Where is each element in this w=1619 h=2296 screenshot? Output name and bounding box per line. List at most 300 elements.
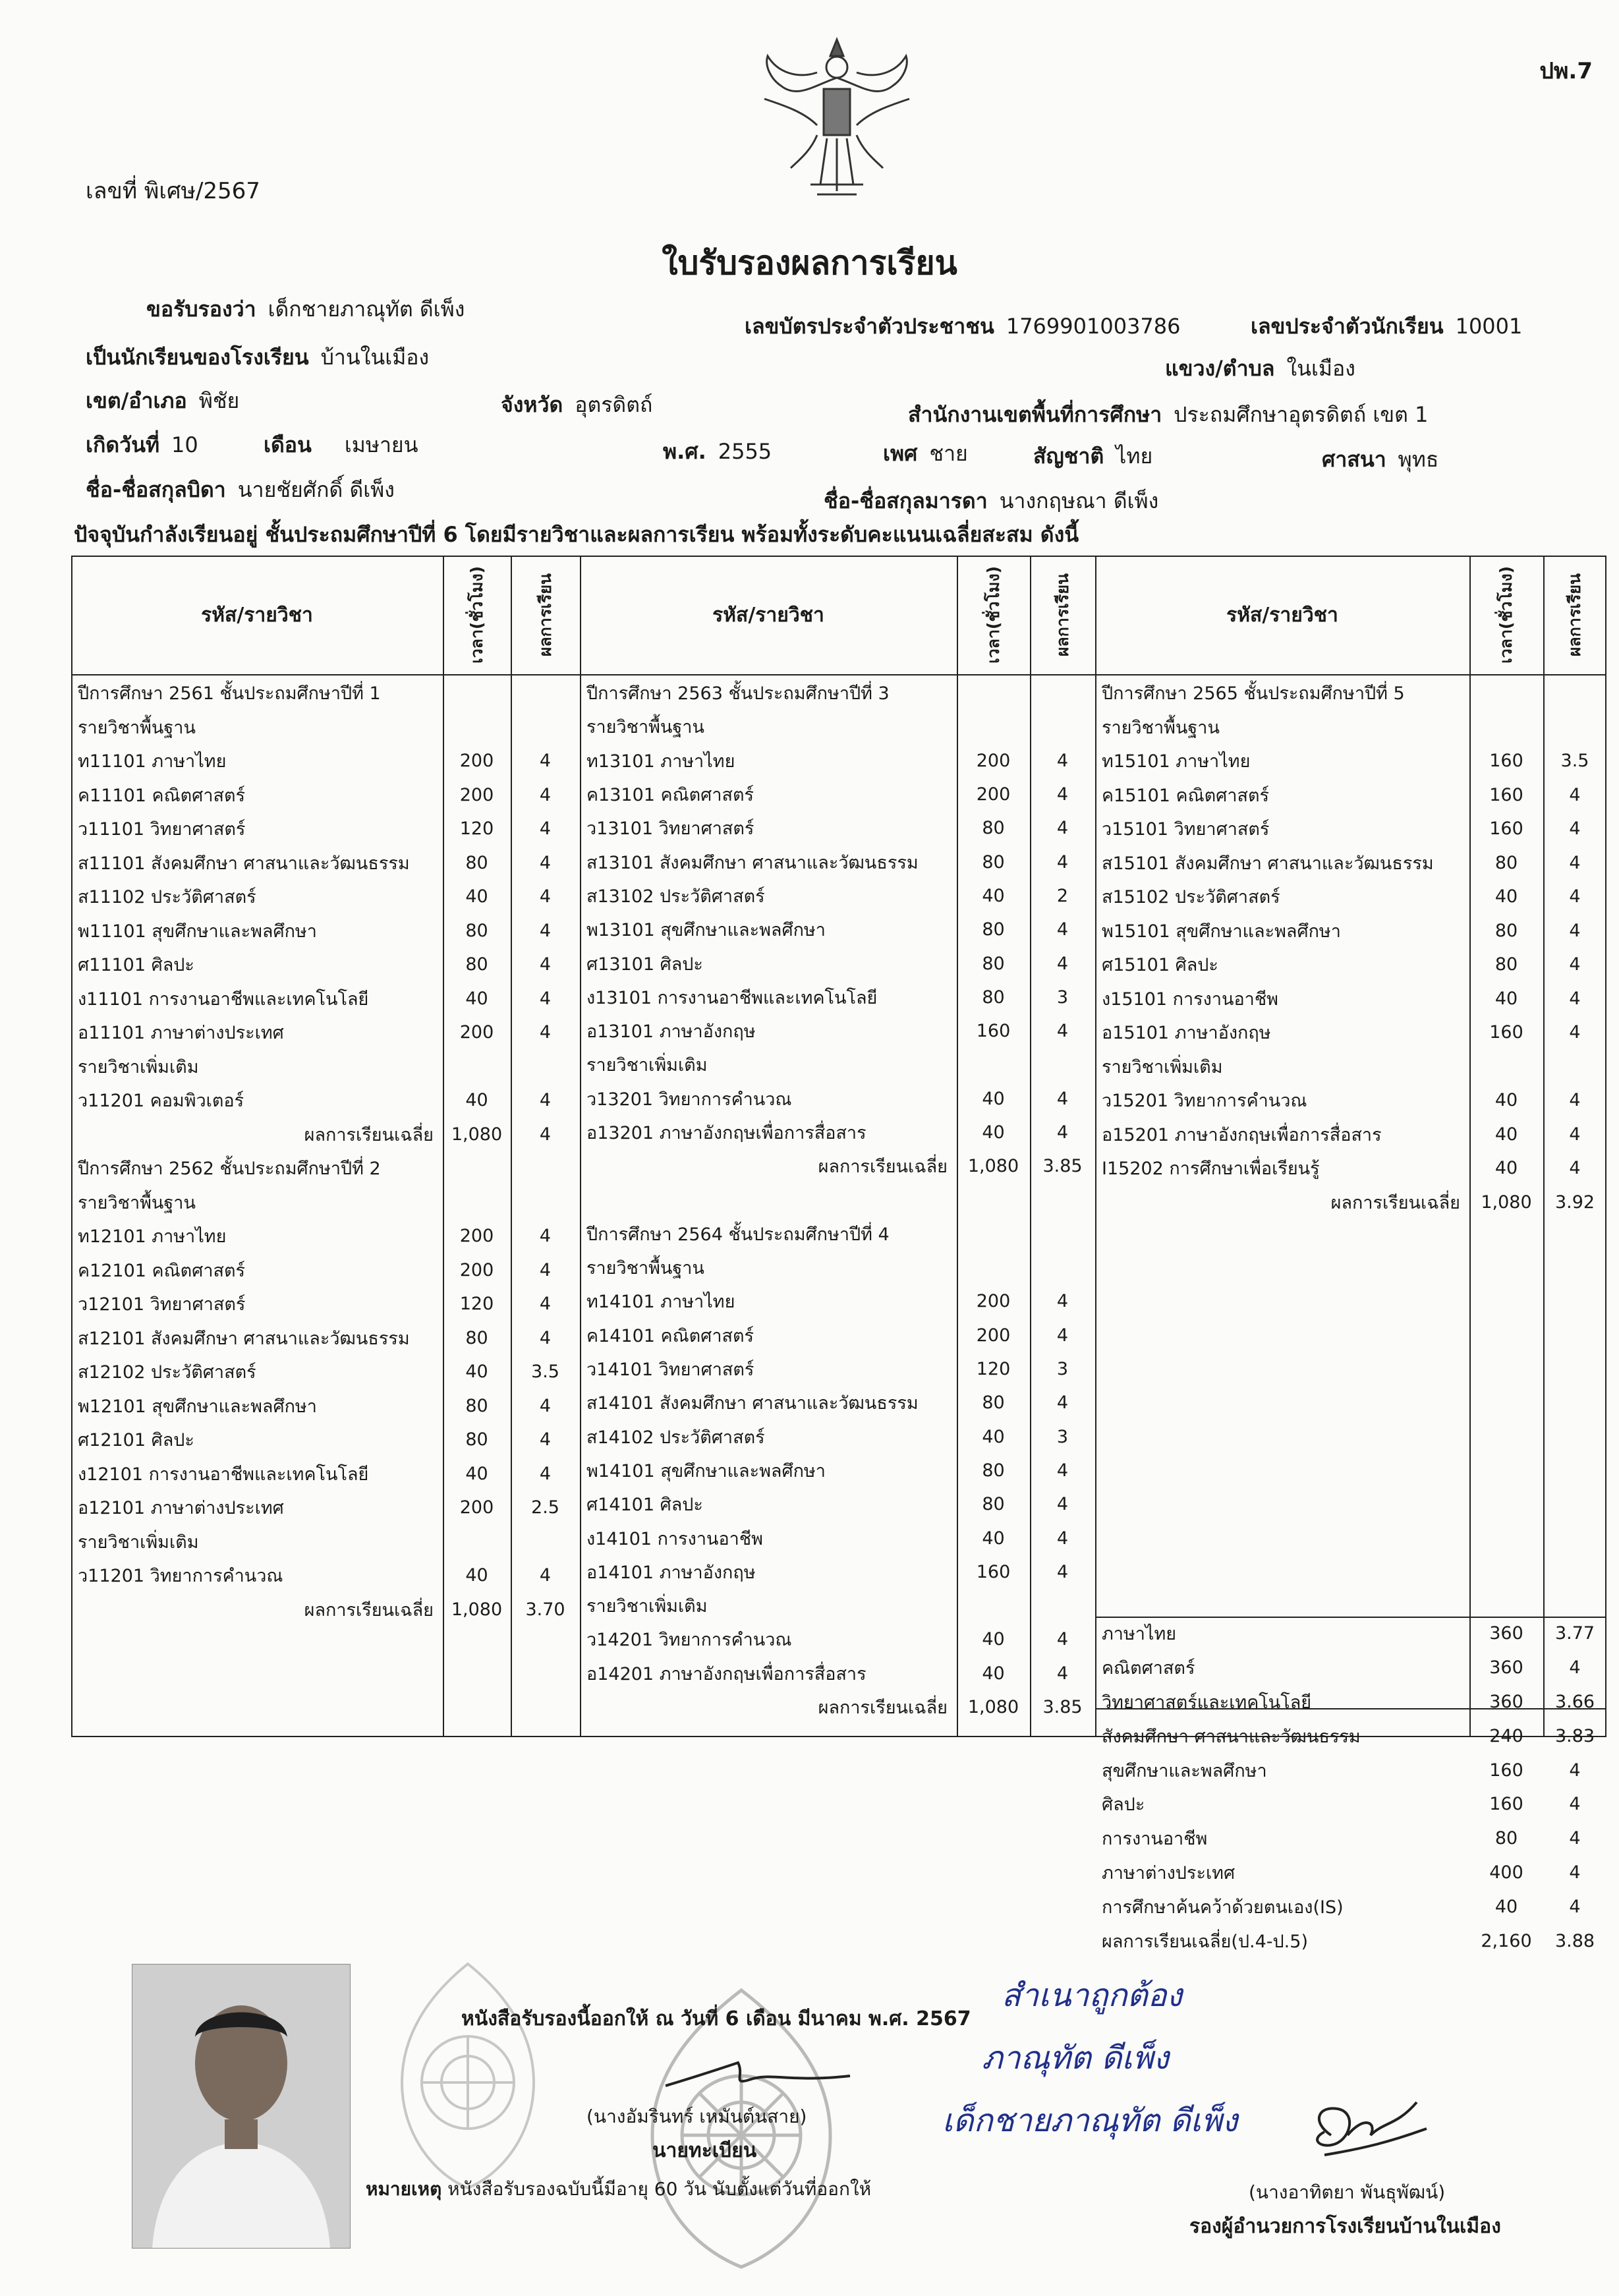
table-row bbox=[71, 744, 580, 778]
hours-cell: 40 bbox=[1494, 1896, 1518, 1917]
grade-cell: 4 bbox=[539, 1022, 552, 1043]
grade-cell: 4 bbox=[539, 886, 552, 907]
average-row bbox=[71, 1593, 580, 1627]
average-row bbox=[71, 1118, 580, 1152]
table-row bbox=[580, 1284, 1095, 1318]
table-row bbox=[580, 778, 1095, 811]
hours-cell: 360 bbox=[1489, 1657, 1523, 1679]
document-number: เลขที่ พิเศษ/2567 bbox=[86, 178, 260, 204]
table-row bbox=[580, 1014, 1095, 1048]
school-seal-watermark-icon bbox=[369, 1951, 567, 2201]
hours-cell: 80 bbox=[982, 818, 1005, 839]
subject-cell: ส15102 ประวัติศาสตร์ bbox=[1102, 887, 1280, 908]
subject-cell: พ11101 สุขศึกษาและพลศึกษา bbox=[78, 921, 317, 942]
province-line: จังหวัด อุตรดิตถ์ bbox=[501, 392, 653, 417]
table-row bbox=[71, 1287, 580, 1321]
table-row bbox=[580, 1251, 1095, 1284]
table-row bbox=[580, 1082, 1095, 1116]
grade-cell: 4 bbox=[539, 920, 552, 941]
subject-cell: ส14101 สังคมศึกษา ศาสนาและวัฒนธรรม bbox=[586, 1393, 919, 1414]
grade-cell: 4 bbox=[1056, 851, 1069, 873]
hours-cell: 200 bbox=[459, 1259, 494, 1280]
table-row bbox=[580, 1217, 1095, 1251]
grade-cell: 4 bbox=[1056, 1494, 1069, 1515]
table-row bbox=[580, 1521, 1095, 1555]
hours-cell: 200 bbox=[459, 1226, 494, 1247]
grade-cell: 4 bbox=[1056, 784, 1069, 805]
subject-group-cell: คณิตศาสตร์ bbox=[1102, 1658, 1195, 1679]
subject-cell: รายวิชาเพิ่มเติม bbox=[78, 1056, 199, 1077]
hours-cell: 40 bbox=[465, 1565, 488, 1586]
table-row bbox=[71, 1457, 580, 1491]
hours-cell: 40 bbox=[1494, 1090, 1518, 1111]
grade-cell: 3.66 bbox=[1554, 1691, 1595, 1712]
grade-cell: 3.70 bbox=[525, 1599, 565, 1620]
table-row bbox=[1095, 812, 1606, 846]
grade-cell: 3 bbox=[1056, 1426, 1069, 1447]
religion-line: ศาสนา พุทธ bbox=[1322, 447, 1439, 472]
header-grade-1: ผลการเรียน bbox=[535, 573, 555, 657]
subject-cell: รายวิชาพื้นฐาน bbox=[78, 1192, 196, 1213]
summary-row bbox=[1095, 1685, 1606, 1719]
grade-cell: 4 bbox=[1569, 1896, 1581, 1917]
subject-cell: ศ13101 ศิลปะ bbox=[586, 954, 703, 975]
table-row bbox=[71, 1253, 580, 1288]
summary-row bbox=[1095, 1787, 1606, 1822]
hours-cell: 80 bbox=[982, 1392, 1005, 1414]
subject-cell: ศ14101 ศิลปะ bbox=[586, 1495, 703, 1516]
hours-cell: 160 bbox=[1489, 818, 1523, 840]
grades-column-1 bbox=[71, 676, 580, 1626]
subject-cell: อ15101 ภาษาอังกฤษ bbox=[1102, 1023, 1271, 1044]
table-row bbox=[1095, 778, 1606, 813]
subject-cell: ท14101 ภาษาไทย bbox=[586, 1292, 735, 1313]
table-row bbox=[71, 1151, 580, 1186]
subject-cell: ท13101 ภาษาไทย bbox=[586, 751, 735, 772]
table-row bbox=[71, 1559, 580, 1593]
subject-cell: ค15101 คณิตศาสตร์ bbox=[1102, 785, 1269, 806]
hours-cell: 80 bbox=[465, 1327, 488, 1348]
subject-cell: รายวิชาเพิ่มเติม bbox=[1102, 1056, 1223, 1077]
id-line: เลขบัตรประจำตัวประชาชน 1769901003786 bbox=[745, 314, 1181, 339]
subject-cell: ว12101 วิทยาศาสตร์ bbox=[78, 1294, 246, 1315]
subject-cell: ผลการเรียนเฉลี่ย bbox=[818, 1698, 948, 1719]
subject-cell: รายวิชาเพิ่มเติม bbox=[586, 1596, 708, 1617]
subject-cell: ศ15101 ศิลปะ bbox=[1102, 955, 1218, 976]
table-row bbox=[580, 1183, 1095, 1217]
table-row bbox=[71, 1355, 580, 1389]
header-hours-1: เวลา(ชั่วโมง) bbox=[467, 566, 486, 664]
hours-cell: 40 bbox=[1494, 1124, 1518, 1145]
grade-cell: 4 bbox=[1056, 1629, 1069, 1650]
hours-cell: 80 bbox=[1494, 1828, 1518, 1849]
table-row bbox=[71, 880, 580, 914]
subject-cell: ว14201 วิทยาการคำนวณ bbox=[586, 1630, 792, 1651]
remark: หมายเหตุ หนังสือรับรองฉบับนี้มีอายุ 60 วัน นับตั้งแต่วันที่ออกให้ bbox=[366, 2178, 872, 2200]
student-name: เด็กชายภาณุทัต ดีเพ็ง bbox=[268, 297, 465, 322]
hours-cell: 120 bbox=[459, 1294, 494, 1315]
subject-cell: พ13101 สุขศึกษาและพลศึกษา bbox=[586, 920, 826, 941]
grades-column-2 bbox=[580, 676, 1095, 1724]
subject-cell: รายวิชาพื้นฐาน bbox=[586, 1258, 704, 1279]
grade-cell: 3.92 bbox=[1554, 1191, 1595, 1213]
hours-cell: 40 bbox=[465, 1463, 488, 1484]
table-row bbox=[71, 1219, 580, 1253]
table-row bbox=[71, 948, 580, 982]
hours-cell: 80 bbox=[465, 1395, 488, 1416]
hours-cell: 120 bbox=[976, 1359, 1011, 1380]
table-row bbox=[71, 1186, 580, 1220]
grade-cell: 4 bbox=[1056, 919, 1069, 940]
grade-cell: 4 bbox=[1056, 1460, 1069, 1481]
subject-cell: ง11101 การงานอาชีพและเทคโนโลยี bbox=[78, 989, 369, 1010]
hours-cell: 160 bbox=[1489, 1794, 1523, 1815]
grade-cell: 4 bbox=[539, 1294, 552, 1315]
subject-cell: ง14101 การงานอาชีพ bbox=[586, 1528, 763, 1549]
hours-cell: 80 bbox=[1494, 920, 1518, 941]
subject-cell: ท12101 ภาษาไทย bbox=[78, 1226, 227, 1248]
grade-cell: 3.85 bbox=[1042, 1697, 1083, 1718]
subject-cell: ปีการศึกษา 2564 ชั้นประถมศึกษาปีที่ 4 bbox=[586, 1224, 890, 1245]
subject-group-cell: ภาษาต่างประเทศ bbox=[1102, 1862, 1236, 1883]
registrar-title: นายทะเบียน bbox=[652, 2139, 757, 2162]
table-row bbox=[71, 710, 580, 745]
grades-column-3 bbox=[1095, 676, 1606, 1219]
table-row bbox=[71, 1423, 580, 1457]
subject-cell: อ11101 ภาษาต่างประเทศ bbox=[78, 1023, 284, 1044]
grade-cell: 4 bbox=[1569, 1158, 1581, 1179]
hours-cell: 200 bbox=[459, 1497, 494, 1518]
hours-cell: 1,080 bbox=[967, 1697, 1019, 1718]
grade-cell: 4 bbox=[1569, 886, 1581, 907]
header-grade-3: ผลการเรียน bbox=[1565, 573, 1584, 657]
grade-cell: 4 bbox=[539, 818, 552, 840]
subject-cell: ว11201 คอมพิวเตอร์ bbox=[78, 1091, 244, 1112]
table-row bbox=[580, 1386, 1095, 1420]
grade-cell: 4 bbox=[1056, 1021, 1069, 1042]
hours-cell: 40 bbox=[1494, 1158, 1518, 1179]
subject-cell: รายวิชาเพิ่มเติม bbox=[586, 1055, 708, 1076]
table-row bbox=[71, 1389, 580, 1423]
grade-cell: 4 bbox=[1056, 750, 1069, 771]
grade-cell: 4 bbox=[1056, 1088, 1069, 1109]
grade-cell: 2 bbox=[1056, 885, 1069, 906]
hours-cell: 40 bbox=[465, 1362, 488, 1383]
average-row bbox=[580, 1149, 1095, 1183]
subject-cell: ท15101 ภาษาไทย bbox=[1102, 751, 1251, 772]
header-subject-1: รหัส/รายวิชา bbox=[201, 603, 313, 627]
subject-cell: พ12101 สุขศึกษาและพลศึกษา bbox=[78, 1396, 317, 1417]
hours-cell: 160 bbox=[976, 1021, 1011, 1042]
subject-cell: รายวิชาพื้นฐาน bbox=[586, 717, 704, 738]
grade-cell: 4 bbox=[539, 1565, 552, 1586]
subject-cell: พ14101 สุขศึกษาและพลศึกษา bbox=[586, 1460, 826, 1481]
subject-cell: อ12101 ภาษาต่างประเทศ bbox=[78, 1498, 284, 1519]
grade-cell: 4 bbox=[539, 1463, 552, 1484]
grade-cell: 4 bbox=[1569, 954, 1581, 975]
grade-cell: 4 bbox=[539, 1226, 552, 1247]
cumulative-summary bbox=[1095, 1617, 1606, 1958]
subject-cell: อ15201 ภาษาอังกฤษเพื่อการสื่อสาร bbox=[1102, 1124, 1382, 1145]
subject-cell: อ13201 ภาษาอังกฤษเพื่อการสื่อสาร bbox=[586, 1123, 866, 1143]
subject-cell: ส14102 ประวัติศาสตร์ bbox=[586, 1427, 765, 1448]
grade-cell: 4 bbox=[1056, 1561, 1069, 1582]
table-row bbox=[71, 914, 580, 948]
school-line: เป็นนักเรียนของโรงเรียน บ้านในเมือง bbox=[86, 345, 430, 370]
summary-row bbox=[1095, 1889, 1606, 1924]
summary-row bbox=[1095, 1822, 1606, 1856]
subject-group-cell: ภาษาไทย bbox=[1102, 1624, 1177, 1645]
table-row bbox=[1095, 948, 1606, 982]
subject-cell: ค13101 คณิตศาสตร์ bbox=[586, 785, 754, 806]
table-row bbox=[1095, 1016, 1606, 1050]
hours-cell: 40 bbox=[982, 1528, 1005, 1549]
table-row bbox=[580, 1454, 1095, 1487]
subject-cell: อ14101 ภาษาอังกฤษ bbox=[586, 1562, 756, 1583]
hours-cell: 80 bbox=[1494, 954, 1518, 975]
district-line: เขต/อำเภอ พิชัย bbox=[86, 388, 240, 413]
grade-cell: 4 bbox=[539, 852, 552, 873]
hours-cell: 1,080 bbox=[451, 1124, 503, 1145]
grade-cell: 4 bbox=[1056, 1663, 1069, 1684]
grade-cell: 3.85 bbox=[1042, 1156, 1083, 1177]
grade-cell: 4 bbox=[1056, 1528, 1069, 1549]
grade-cell: 3.77 bbox=[1554, 1623, 1595, 1644]
grade-cell: 4 bbox=[539, 751, 552, 772]
student-id: 10001 bbox=[1455, 314, 1523, 339]
document-title: ใบรับรองผลการเรียน bbox=[662, 244, 957, 282]
student-id-line: เลขประจำตัวนักเรียน 10001 bbox=[1251, 314, 1523, 339]
subject-cell: รายวิชาเพิ่มเติม bbox=[78, 1532, 199, 1553]
summary-row bbox=[1095, 1617, 1606, 1651]
hours-cell: 80 bbox=[465, 920, 488, 941]
deputy-signature-icon bbox=[1285, 2096, 1430, 2168]
hours-cell: 40 bbox=[982, 1122, 1005, 1143]
certify-line: ขอรับรองว่า เด็กชายภาณุทัต ดีเพ็ง bbox=[146, 297, 465, 322]
grade-cell: 4 bbox=[1569, 1794, 1581, 1815]
hours-cell: 1,080 bbox=[967, 1156, 1019, 1177]
grade-cell: 4 bbox=[539, 1429, 552, 1450]
grade-cell: 4 bbox=[1569, 1657, 1581, 1679]
hours-cell: 40 bbox=[465, 886, 488, 907]
subject-cell: ค11101 คณิตศาสตร์ bbox=[78, 785, 245, 806]
table-row bbox=[71, 676, 580, 710]
hours-cell: 200 bbox=[976, 784, 1011, 805]
grade-cell: 4 bbox=[1056, 1122, 1069, 1143]
table-row bbox=[580, 879, 1095, 913]
subject-cell: ส11101 สังคมศึกษา ศาสนาและวัฒนธรรม bbox=[78, 853, 410, 874]
subdistrict-line: แขวง/ตำบล ในเมือง bbox=[1165, 356, 1355, 381]
hours-cell: 80 bbox=[982, 851, 1005, 873]
table-row bbox=[1095, 1151, 1606, 1186]
hours-cell: 200 bbox=[459, 784, 494, 805]
hours-cell: 80 bbox=[982, 1460, 1005, 1481]
header-subject-2: รหัส/รายวิชา bbox=[712, 603, 824, 627]
table-row bbox=[580, 811, 1095, 845]
grade-cell: 4 bbox=[539, 1395, 552, 1416]
hours-cell: 40 bbox=[982, 1663, 1005, 1684]
subject-cell: ปีการศึกษา 2561 ชั้นประถมศึกษาปีที่ 1 bbox=[78, 683, 381, 704]
grade-cell: 4 bbox=[539, 1090, 552, 1111]
hours-cell: 80 bbox=[982, 1494, 1005, 1515]
handwritten-full-name: เด็กชายภาณุทัต ดีเพ็ง bbox=[942, 2102, 1238, 2139]
subject-cell: ว15101 วิทยาศาสตร์ bbox=[1102, 819, 1270, 840]
table-row bbox=[580, 1589, 1095, 1622]
grade-cell: 4 bbox=[1569, 1090, 1581, 1111]
table-row bbox=[1095, 982, 1606, 1016]
table-row bbox=[580, 1352, 1095, 1386]
grade-cell: 3.5 bbox=[531, 1362, 559, 1383]
hours-cell: 200 bbox=[459, 1022, 494, 1043]
subject-cell: ค12101 คณิตศาสตร์ bbox=[78, 1260, 245, 1281]
table-row bbox=[71, 1321, 580, 1356]
subject-group-cell: วิทยาศาสตร์และเทคโนโลยี bbox=[1102, 1692, 1312, 1713]
hours-cell: 80 bbox=[982, 987, 1005, 1008]
grade-cell: 3 bbox=[1056, 1359, 1069, 1380]
table-row bbox=[71, 1016, 580, 1050]
garuda-emblem-icon bbox=[751, 26, 923, 204]
summary-row bbox=[1095, 1719, 1606, 1753]
hours-cell: 200 bbox=[976, 1291, 1011, 1312]
hours-cell: 400 bbox=[1489, 1862, 1523, 1883]
table-row bbox=[71, 846, 580, 880]
hours-cell: 40 bbox=[982, 1426, 1005, 1447]
hours-cell: 40 bbox=[465, 1090, 488, 1111]
handwritten-name: ภาณุทัต ดีเพ็ง bbox=[982, 2040, 1169, 2077]
subject-cell: ส11102 ประวัติศาสตร์ bbox=[78, 887, 256, 908]
edu-office-line: สำนักงานเขตพื้นที่การศึกษา ประถมศึกษาอุตรดิตถ์ เขต 1 bbox=[908, 402, 1429, 427]
grade-cell: 4 bbox=[1569, 1022, 1581, 1043]
subject-cell: ว13201 วิทยาการคำนวณ bbox=[586, 1089, 792, 1110]
hours-cell: 80 bbox=[982, 953, 1005, 974]
table-row bbox=[1095, 1118, 1606, 1152]
subject-cell: รายวิชาพื้นฐาน bbox=[1102, 717, 1220, 738]
table-row bbox=[580, 1555, 1095, 1589]
grade-cell: 3.5 bbox=[1560, 751, 1589, 772]
table-row bbox=[71, 812, 580, 846]
hours-cell: 40 bbox=[1494, 886, 1518, 907]
deputy-director-title: รองผู้อำนวยการโรงเรียนบ้านในเมือง bbox=[1189, 2215, 1501, 2238]
table-row bbox=[580, 710, 1095, 743]
hours-cell: 40 bbox=[465, 988, 488, 1009]
subject-cell: ส12101 สังคมศึกษา ศาสนาและวัฒนธรรม bbox=[78, 1328, 410, 1349]
hours-cell: 80 bbox=[982, 919, 1005, 940]
grade-cell: 3 bbox=[1056, 987, 1069, 1008]
hours-cell: 200 bbox=[976, 1325, 1011, 1346]
hours-cell: 360 bbox=[1489, 1691, 1523, 1712]
subject-cell: ศ11101 ศิลปะ bbox=[78, 955, 194, 976]
summary-row bbox=[1095, 1651, 1606, 1685]
table-row bbox=[71, 1083, 580, 1118]
table-row bbox=[580, 845, 1095, 878]
subject-cell: ผลการเรียนเฉลี่ย bbox=[304, 1599, 434, 1621]
birth-month-line: เดือน เมษายน bbox=[264, 432, 418, 457]
table-row bbox=[580, 1420, 1095, 1454]
hours-cell: 1,080 bbox=[1481, 1191, 1532, 1213]
grade-cell: 4 bbox=[539, 988, 552, 1009]
table-row bbox=[71, 982, 580, 1016]
intro-statement: ปัจจุบันกำลังเรียนอยู่ ชั้นประถมศึกษาปีที่ 6 โดยมีรายวิชาและผลการเรียน พร้อมทั้งระดับคะแนนเฉลี่ยสะสม ดังนี้ bbox=[74, 522, 1079, 547]
hours-cell: 200 bbox=[459, 751, 494, 772]
subject-group-cell: ผลการเรียนเฉลี่ย(ป.4-ป.5) bbox=[1102, 1931, 1308, 1952]
table-row bbox=[1095, 846, 1606, 880]
grade-cell: 3.88 bbox=[1554, 1930, 1595, 1951]
grade-cell: 4 bbox=[1056, 953, 1069, 974]
handwritten-certified-copy: สำเนาถูกต้อง bbox=[1002, 1977, 1182, 2014]
subject-cell: ว11101 วิทยาศาสตร์ bbox=[78, 819, 246, 840]
grade-cell: 4 bbox=[1569, 1828, 1581, 1849]
hours-cell: 160 bbox=[1489, 1022, 1523, 1043]
hours-cell: 1,080 bbox=[451, 1599, 503, 1620]
table-row bbox=[580, 1622, 1095, 1656]
grade-cell: 4 bbox=[539, 1259, 552, 1280]
hours-cell: 200 bbox=[976, 750, 1011, 771]
grade-cell: 4 bbox=[1056, 1392, 1069, 1414]
table-row bbox=[580, 946, 1095, 980]
school-name: บ้านในเมือง bbox=[320, 345, 430, 370]
grade-cell: 4 bbox=[539, 1124, 552, 1145]
subject-cell: อ14201 ภาษาอังกฤษเพื่อการสื่อสาร bbox=[586, 1663, 866, 1684]
hours-cell: 40 bbox=[1494, 988, 1518, 1009]
subject-cell: ผลการเรียนเฉลี่ย bbox=[1330, 1192, 1460, 1213]
hours-cell: 40 bbox=[982, 1629, 1005, 1650]
table-row bbox=[580, 1048, 1095, 1081]
subject-cell: อ13101 ภาษาอังกฤษ bbox=[586, 1021, 756, 1043]
table-row bbox=[71, 1491, 580, 1525]
birth-year-line: พ.ศ. 2555 bbox=[663, 439, 772, 464]
hours-cell: 80 bbox=[1494, 852, 1518, 873]
hours-cell: 240 bbox=[1489, 1725, 1523, 1746]
hours-cell: 80 bbox=[465, 954, 488, 975]
summary-row bbox=[1095, 1753, 1606, 1787]
subject-cell: ว13101 วิทยาศาสตร์ bbox=[586, 818, 754, 840]
grade-cell: 4 bbox=[1056, 818, 1069, 839]
hours-cell: 120 bbox=[459, 818, 494, 840]
grade-cell: 4 bbox=[1056, 1325, 1069, 1346]
hours-cell: 360 bbox=[1489, 1623, 1523, 1644]
table-row bbox=[580, 1319, 1095, 1352]
subject-group-cell: สุขศึกษาและพลศึกษา bbox=[1102, 1760, 1267, 1781]
average-row bbox=[1095, 1186, 1606, 1220]
subject-cell: I15202 การศึกษาเพื่อเรียนรู้ bbox=[1102, 1159, 1320, 1180]
summary-row bbox=[1095, 1856, 1606, 1890]
table-row bbox=[71, 778, 580, 813]
grade-cell: 4 bbox=[1569, 1124, 1581, 1145]
hours-cell: 80 bbox=[465, 1429, 488, 1450]
header-subject-3: รหัส/รายวิชา bbox=[1226, 603, 1338, 627]
subject-cell: ปีการศึกษา 2563 ชั้นประถมศึกษาปีที่ 3 bbox=[586, 683, 890, 704]
deputy-director-name: (นางอาทิตยา พันธุพัฒน์) bbox=[1249, 2181, 1446, 2203]
grade-cell: 4 bbox=[1056, 1291, 1069, 1312]
sex-line: เพศ ชาย bbox=[883, 441, 968, 466]
subject-cell: ว14101 วิทยาศาสตร์ bbox=[586, 1360, 754, 1381]
table-row bbox=[580, 1116, 1095, 1149]
table-row bbox=[1095, 1083, 1606, 1118]
father-line: ชื่อ-ชื่อสกุลบิดา นายชัยศักดิ์ ดีเพ็ง bbox=[86, 477, 395, 502]
hours-cell: 160 bbox=[1489, 751, 1523, 772]
subject-cell: ส12102 ประวัติศาสตร์ bbox=[78, 1362, 256, 1383]
subject-group-cell: สังคมศึกษา ศาสนาและวัฒนธรรม bbox=[1102, 1726, 1361, 1747]
registrar-signature-icon bbox=[659, 2050, 857, 2096]
header-hours-3: เวลา(ชั่วโมง) bbox=[1496, 566, 1516, 664]
grade-cell: 4 bbox=[1569, 920, 1581, 941]
subject-cell: ผลการเรียนเฉลี่ย bbox=[304, 1124, 434, 1145]
grade-cell: 4 bbox=[539, 784, 552, 805]
table-row bbox=[71, 1525, 580, 1559]
subject-cell: ง13101 การงานอาชีพและเทคโนโลยี bbox=[586, 987, 878, 1008]
table-row bbox=[71, 1050, 580, 1084]
subject-cell: ศ12101 ศิลปะ bbox=[78, 1430, 194, 1451]
